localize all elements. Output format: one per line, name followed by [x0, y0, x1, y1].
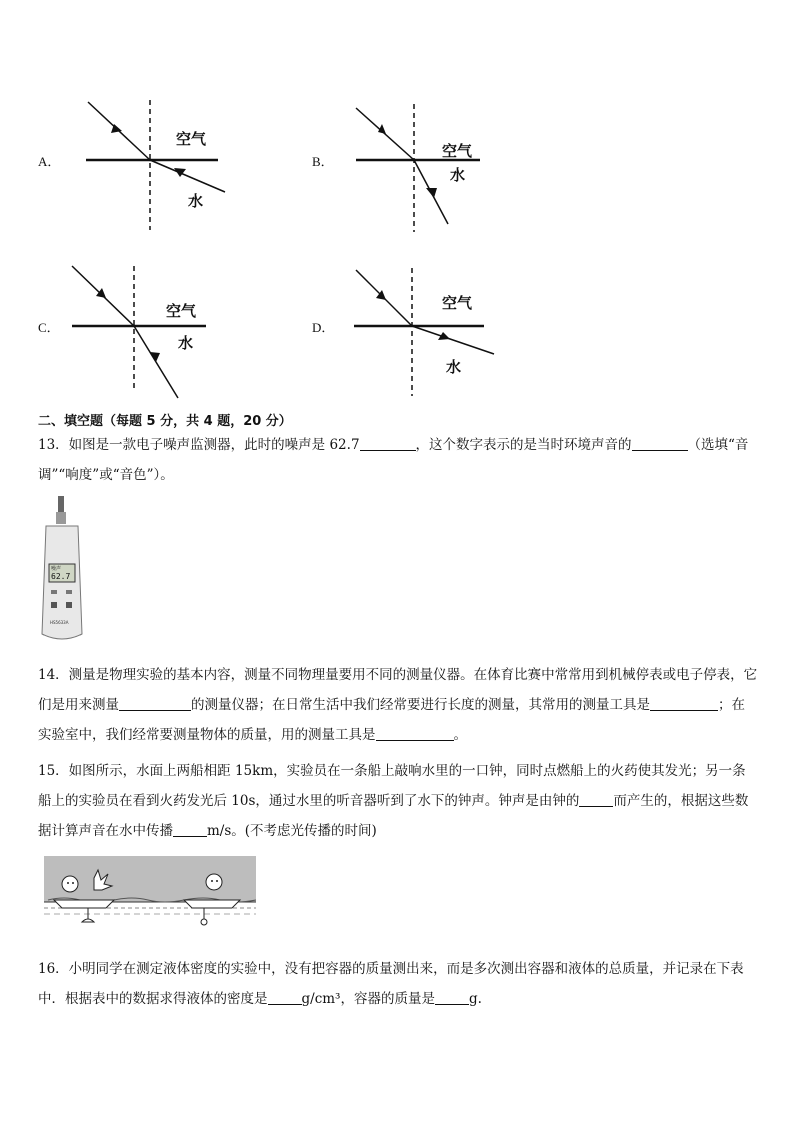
- option-c-diagram: [66, 262, 236, 402]
- answer-blank[interactable]: [376, 726, 454, 741]
- meter-button: [66, 602, 72, 608]
- air-label: 空气: [442, 294, 473, 312]
- question-14: [38, 660, 758, 750]
- meter-top-label: 噪声: [51, 566, 62, 572]
- air-label: 空气: [442, 142, 473, 160]
- noise-meter-image: [38, 494, 86, 646]
- q16-text-a: 16．小明同学在测定液体密度的实验中，没有把容器的质量测出来，而是多次测出容器和液体的总质量，并记录在下表中．根据表中的数据求得液体的密度是: [38, 961, 744, 1007]
- q15-text-c: m/s。(不考虑光传播的时间): [207, 823, 377, 839]
- incident-ray: [356, 108, 414, 160]
- q16-text-c: g.: [468, 991, 482, 1007]
- option-a-diagram: [70, 96, 240, 236]
- answer-blank[interactable]: [268, 990, 302, 1005]
- arrow-icon: [96, 288, 106, 298]
- hydrophone-icon: [201, 919, 207, 925]
- option-c-letter: C．: [38, 320, 60, 335]
- refracted-ray: [412, 326, 494, 354]
- section-title: 二、填空题（每题 5 分，共 4 题，20 分）: [38, 414, 292, 429]
- right-boat: [184, 900, 240, 908]
- option-b-letter: B．: [312, 154, 334, 169]
- left-boat: [54, 900, 114, 908]
- arrow-icon: [426, 188, 437, 198]
- q15-text-b: 而产生的，根据这些数据计算声音在水中传播: [38, 793, 749, 839]
- q14-text-a: 14．测量是物理实验的基本内容，测量不同物理量要用不同的测量仪器。在体育比赛中常常用到机械停表或电子停表，它们是用来测量: [38, 667, 758, 713]
- meter-button: [51, 590, 57, 594]
- water-label: 水: [446, 358, 462, 376]
- q13-text-c: （选填“音调”“响度”或“音色”）。: [38, 437, 749, 483]
- meter-bottom-label: HS5633A: [50, 620, 69, 625]
- q13-text-b: ，这个数字表示的是当时环境声音的: [415, 437, 632, 453]
- air-label: 空气: [176, 130, 207, 148]
- left-person-icon: [62, 876, 78, 892]
- water-label: 水: [188, 192, 204, 210]
- question-13: [38, 430, 758, 490]
- answer-blank[interactable]: [119, 696, 191, 711]
- incident-ray: [150, 160, 225, 192]
- question-16: [38, 954, 758, 1014]
- water-label: 水: [178, 334, 194, 352]
- option-b-diagram: [350, 100, 500, 240]
- answer-blank[interactable]: [360, 436, 416, 451]
- q16-text-b: g/cm³，容器的质量是: [301, 991, 435, 1007]
- option-d-letter: D．: [312, 320, 335, 335]
- right-person-icon: [206, 874, 222, 890]
- q15-text-a: 15．如图所示，水面上两船相距 15km，实验员在一条船上敲响水里的一口钟，同时点燃船上的火药使其发光；另一条船上的实验员在看到火药发光后 10s，通过水里的听音器听到了水下的钟声。钟声是由钟的: [38, 763, 746, 809]
- answer-blank[interactable]: [173, 822, 207, 837]
- q13-text-a: 13．如图是一款电子噪声监测器，此时的噪声是 62.7: [38, 437, 360, 453]
- microphone-icon: [58, 496, 64, 514]
- air-label: 空气: [166, 302, 197, 320]
- answer-blank[interactable]: [579, 792, 613, 807]
- option-a-letter: A．: [38, 154, 61, 169]
- q14-text-b: 的测量仪器；在日常生活中我们经常要进行长度的测量，其常用的测量工具是: [191, 697, 650, 713]
- option-d-diagram: [350, 264, 500, 404]
- q14-text-d: 。: [453, 727, 467, 743]
- q14-text-c: ；在实验室中，我们经常要测量物体的质量，用的测量工具是: [38, 697, 745, 743]
- arrow-icon: [174, 168, 186, 177]
- answer-blank[interactable]: [435, 990, 469, 1005]
- boats-illustration: [44, 856, 256, 930]
- meter-reading: 62.7: [51, 572, 71, 581]
- answer-blank[interactable]: [632, 436, 688, 451]
- question-15: [38, 756, 758, 846]
- water-label: 水: [450, 166, 466, 184]
- answer-blank[interactable]: [650, 696, 718, 711]
- meter-button: [51, 602, 57, 608]
- meter-button: [66, 590, 72, 594]
